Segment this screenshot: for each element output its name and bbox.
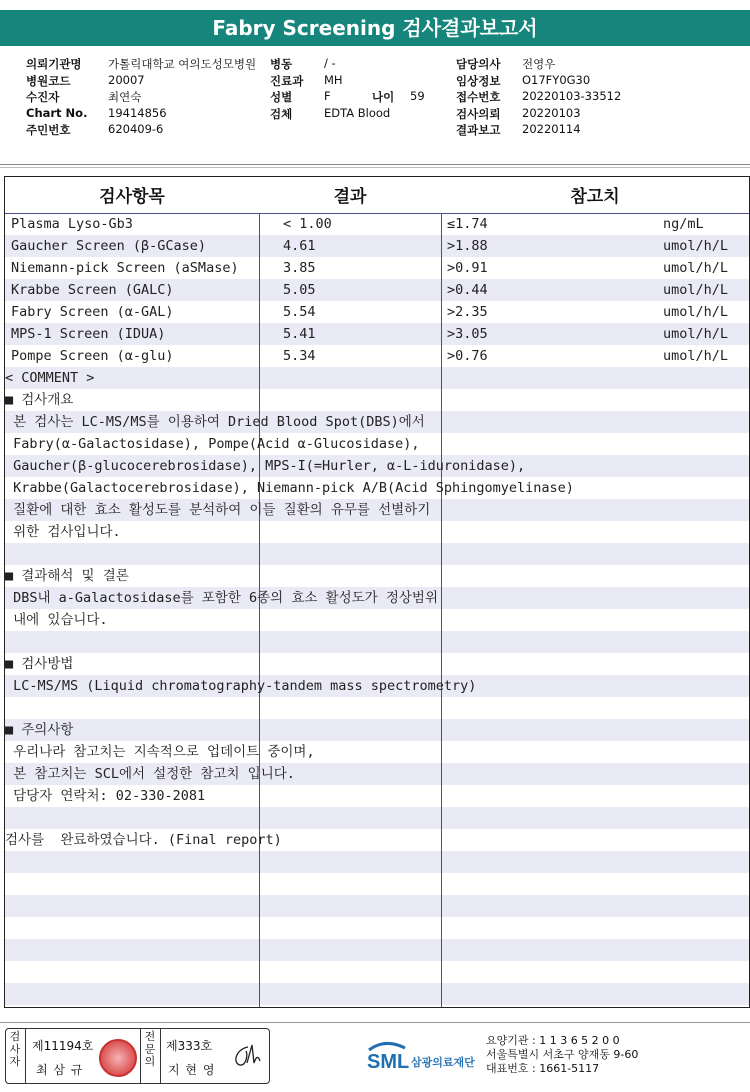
header-item: 검사항목 <box>99 187 165 207</box>
row-stripe <box>5 939 749 961</box>
signature-box <box>5 1028 270 1084</box>
cell-ref: >3.05 <box>447 326 488 342</box>
info-value-2: / - <box>324 56 336 70</box>
cell-result: 5.54 <box>283 304 316 320</box>
row-stripe <box>5 873 749 895</box>
result-table <box>4 176 750 1008</box>
info-value-3: 59 <box>410 89 425 103</box>
info-label-2: 성별 <box>270 90 293 104</box>
divider <box>0 164 750 165</box>
table-row <box>5 323 749 345</box>
cell-item: Krabbe Screen (GALC) <box>11 282 174 298</box>
cell-unit: umol/h/L <box>663 282 729 298</box>
comment-line <box>5 631 749 653</box>
info-label-1: 수진자 <box>26 90 60 104</box>
row-stripe <box>5 851 749 873</box>
cell-unit: umol/h/L <box>663 260 729 276</box>
info-value-4: 전영우 <box>522 57 556 71</box>
tester-label: 검사자 <box>9 1030 21 1068</box>
signature-image <box>228 1041 264 1071</box>
cell-result: 4.61 <box>283 238 316 254</box>
comment-line: Gaucher(β-glucocerebrosidase), MPS-I(=Hurler, α-L-iduronidase), <box>5 458 526 474</box>
cell-result: 5.41 <box>283 326 316 342</box>
specialist-name: 지 현 영 <box>168 1063 216 1077</box>
comment-line: 위한 검사입니다. <box>5 524 121 540</box>
specialist-label: 전문의 <box>144 1030 156 1068</box>
info-label-2: 검체 <box>270 106 293 121</box>
cell-result: 3.85 <box>283 260 316 276</box>
info-label-4: 임상정보 <box>456 73 501 88</box>
cell-ref: ≤1.74 <box>447 216 488 232</box>
info-value-1: 19414856 <box>108 105 167 120</box>
comment-line: LC-MS/MS (Liquid chromatography-tandem mass spectrometry) <box>5 678 477 694</box>
cell-ref: >1.88 <box>447 238 488 254</box>
table-row <box>5 257 749 279</box>
cell-unit: umol/h/L <box>663 238 729 254</box>
comment-line: Krabbe(Galactocerebrosidase), Niemann-pick A/B(Acid Sphingomyelinase) <box>5 480 574 496</box>
info-label-4: 담당의사 <box>456 57 501 71</box>
comment-line <box>5 807 749 829</box>
cell-item: MPS-1 Screen (IDUA) <box>11 326 166 342</box>
info-value-1: 620409-6 <box>108 122 164 136</box>
comment-line: < COMMENT > <box>5 370 95 386</box>
info-label-2: 병동 <box>270 57 293 71</box>
comment-line: 질환에 대한 효소 활성도를 분석하여 이들 질환의 유무를 선별하기 <box>5 502 431 518</box>
cell-unit: umol/h/L <box>663 326 729 342</box>
table-header <box>5 177 749 214</box>
info-value-4: 20220103-33512 <box>522 89 622 103</box>
comment-line: DBS내 a-Galactosidase를 포함한 6종의 효소 활성도가 정상범위 <box>5 590 439 606</box>
cell-ref: >0.76 <box>447 348 488 364</box>
comment-line: ■ 검사방법 <box>5 656 74 672</box>
org-code: 요양기관 : 1 1 3 6 5 2 0 0 <box>486 1034 620 1047</box>
table-row <box>5 345 749 367</box>
info-label-4: 검사의뢰 <box>456 106 501 121</box>
cell-ref: >0.44 <box>447 282 488 298</box>
info-value-1: 20007 <box>108 72 145 87</box>
org-phone: 대표번호 : 1661-5117 <box>486 1062 600 1075</box>
info-label-2: 진료과 <box>270 73 304 88</box>
org-address: 서울특별시 서초구 양재동 9-60 <box>486 1048 639 1061</box>
info-value-4: O17FY0G30 <box>522 72 591 87</box>
tester-name: 최 삼 규 <box>36 1063 84 1077</box>
cell-ref: >0.91 <box>447 260 488 276</box>
info-label-3: 나이 <box>372 90 395 104</box>
tester-license: 제11194호 <box>32 1039 94 1053</box>
header-reference: 참고치 <box>570 187 620 207</box>
row-stripe <box>5 983 749 1005</box>
info-value-1: 최연숙 <box>108 90 142 104</box>
cell-item: Plasma Lyso-Gb3 <box>11 216 133 232</box>
comment-line: 내에 있습니다. <box>5 612 108 628</box>
comment-line: Fabry(α-Galactosidase), Pompe(Acid α-Glucosidase), <box>5 436 420 452</box>
comment-line: 우리나라 참고치는 지속적으로 업데이트 중이며, <box>5 744 315 760</box>
comment-line <box>5 697 749 719</box>
cell-item: Fabry Screen (α-GAL) <box>11 304 174 320</box>
comment-line: ■ 검사개요 <box>5 392 74 408</box>
cell-unit: umol/h/L <box>663 304 729 320</box>
info-label-4: 접수번호 <box>456 90 501 104</box>
info-value-2: EDTA Blood <box>324 105 391 120</box>
cell-item: Niemann-pick Screen (aSMase) <box>11 260 239 276</box>
header-result: 결과 <box>333 187 367 207</box>
cell-ref: >2.35 <box>447 304 488 320</box>
comment-line <box>5 543 749 565</box>
info-value-1: 가톨릭대학교 여의도성모병원 <box>108 57 257 71</box>
comment-line: ■ 결과해석 및 결론 <box>5 568 129 584</box>
specialist-license: 제333호 <box>166 1039 213 1053</box>
comment-line: 검사를 완료하였습니다. (Final report) <box>5 832 282 848</box>
comment-line: ■ 주의사항 <box>5 722 74 738</box>
info-value-2: MH <box>324 72 343 87</box>
cell-result: 5.34 <box>283 348 316 364</box>
row-stripe <box>5 917 749 939</box>
table-row <box>5 235 749 257</box>
info-value-4: 20220114 <box>522 122 581 136</box>
info-label-1: 주민번호 <box>26 123 71 137</box>
seal-stamp <box>99 1039 137 1077</box>
comment-line: 본 검사는 LC-MS/MS를 이용하여 Dried Blood Spot(DBS)에서 <box>5 414 425 430</box>
org-info <box>486 1034 638 1076</box>
table-row <box>5 213 749 235</box>
table-row <box>5 279 749 301</box>
cell-unit: ng/mL <box>663 216 704 232</box>
divider <box>0 1022 750 1023</box>
sml-logo <box>365 1040 485 1076</box>
report-title: Fabry Screening 검사결과보고서 <box>0 10 750 46</box>
info-label-1: 의뢰기관명 <box>26 57 82 71</box>
info-label-4: 결과보고 <box>456 123 501 137</box>
row-stripe <box>5 961 749 983</box>
info-label-1: 병원코드 <box>26 73 71 88</box>
divider <box>0 167 750 168</box>
patient-info <box>0 50 750 160</box>
logo-mark: SML <box>367 1051 410 1073</box>
info-value-2: F <box>324 89 331 103</box>
cell-result: 5.05 <box>283 282 316 298</box>
cell-result: < 1.00 <box>283 216 332 232</box>
info-value-4: 20220103 <box>522 105 581 120</box>
comment-line: 본 참고치는 SCL에서 설정한 참고치 입니다. <box>5 766 295 782</box>
table-row <box>5 301 749 323</box>
cell-item: Pompe Screen (α-glu) <box>11 348 174 364</box>
cell-item: Gaucher Screen (β-GCase) <box>11 238 207 254</box>
cell-unit: umol/h/L <box>663 348 729 364</box>
info-label-1: Chart No. <box>26 105 88 120</box>
row-stripe <box>5 895 749 917</box>
comment-line: 담당자 연락처: 02-330-2081 <box>5 788 206 804</box>
org-name: 삼광의료재단 <box>411 1056 475 1069</box>
